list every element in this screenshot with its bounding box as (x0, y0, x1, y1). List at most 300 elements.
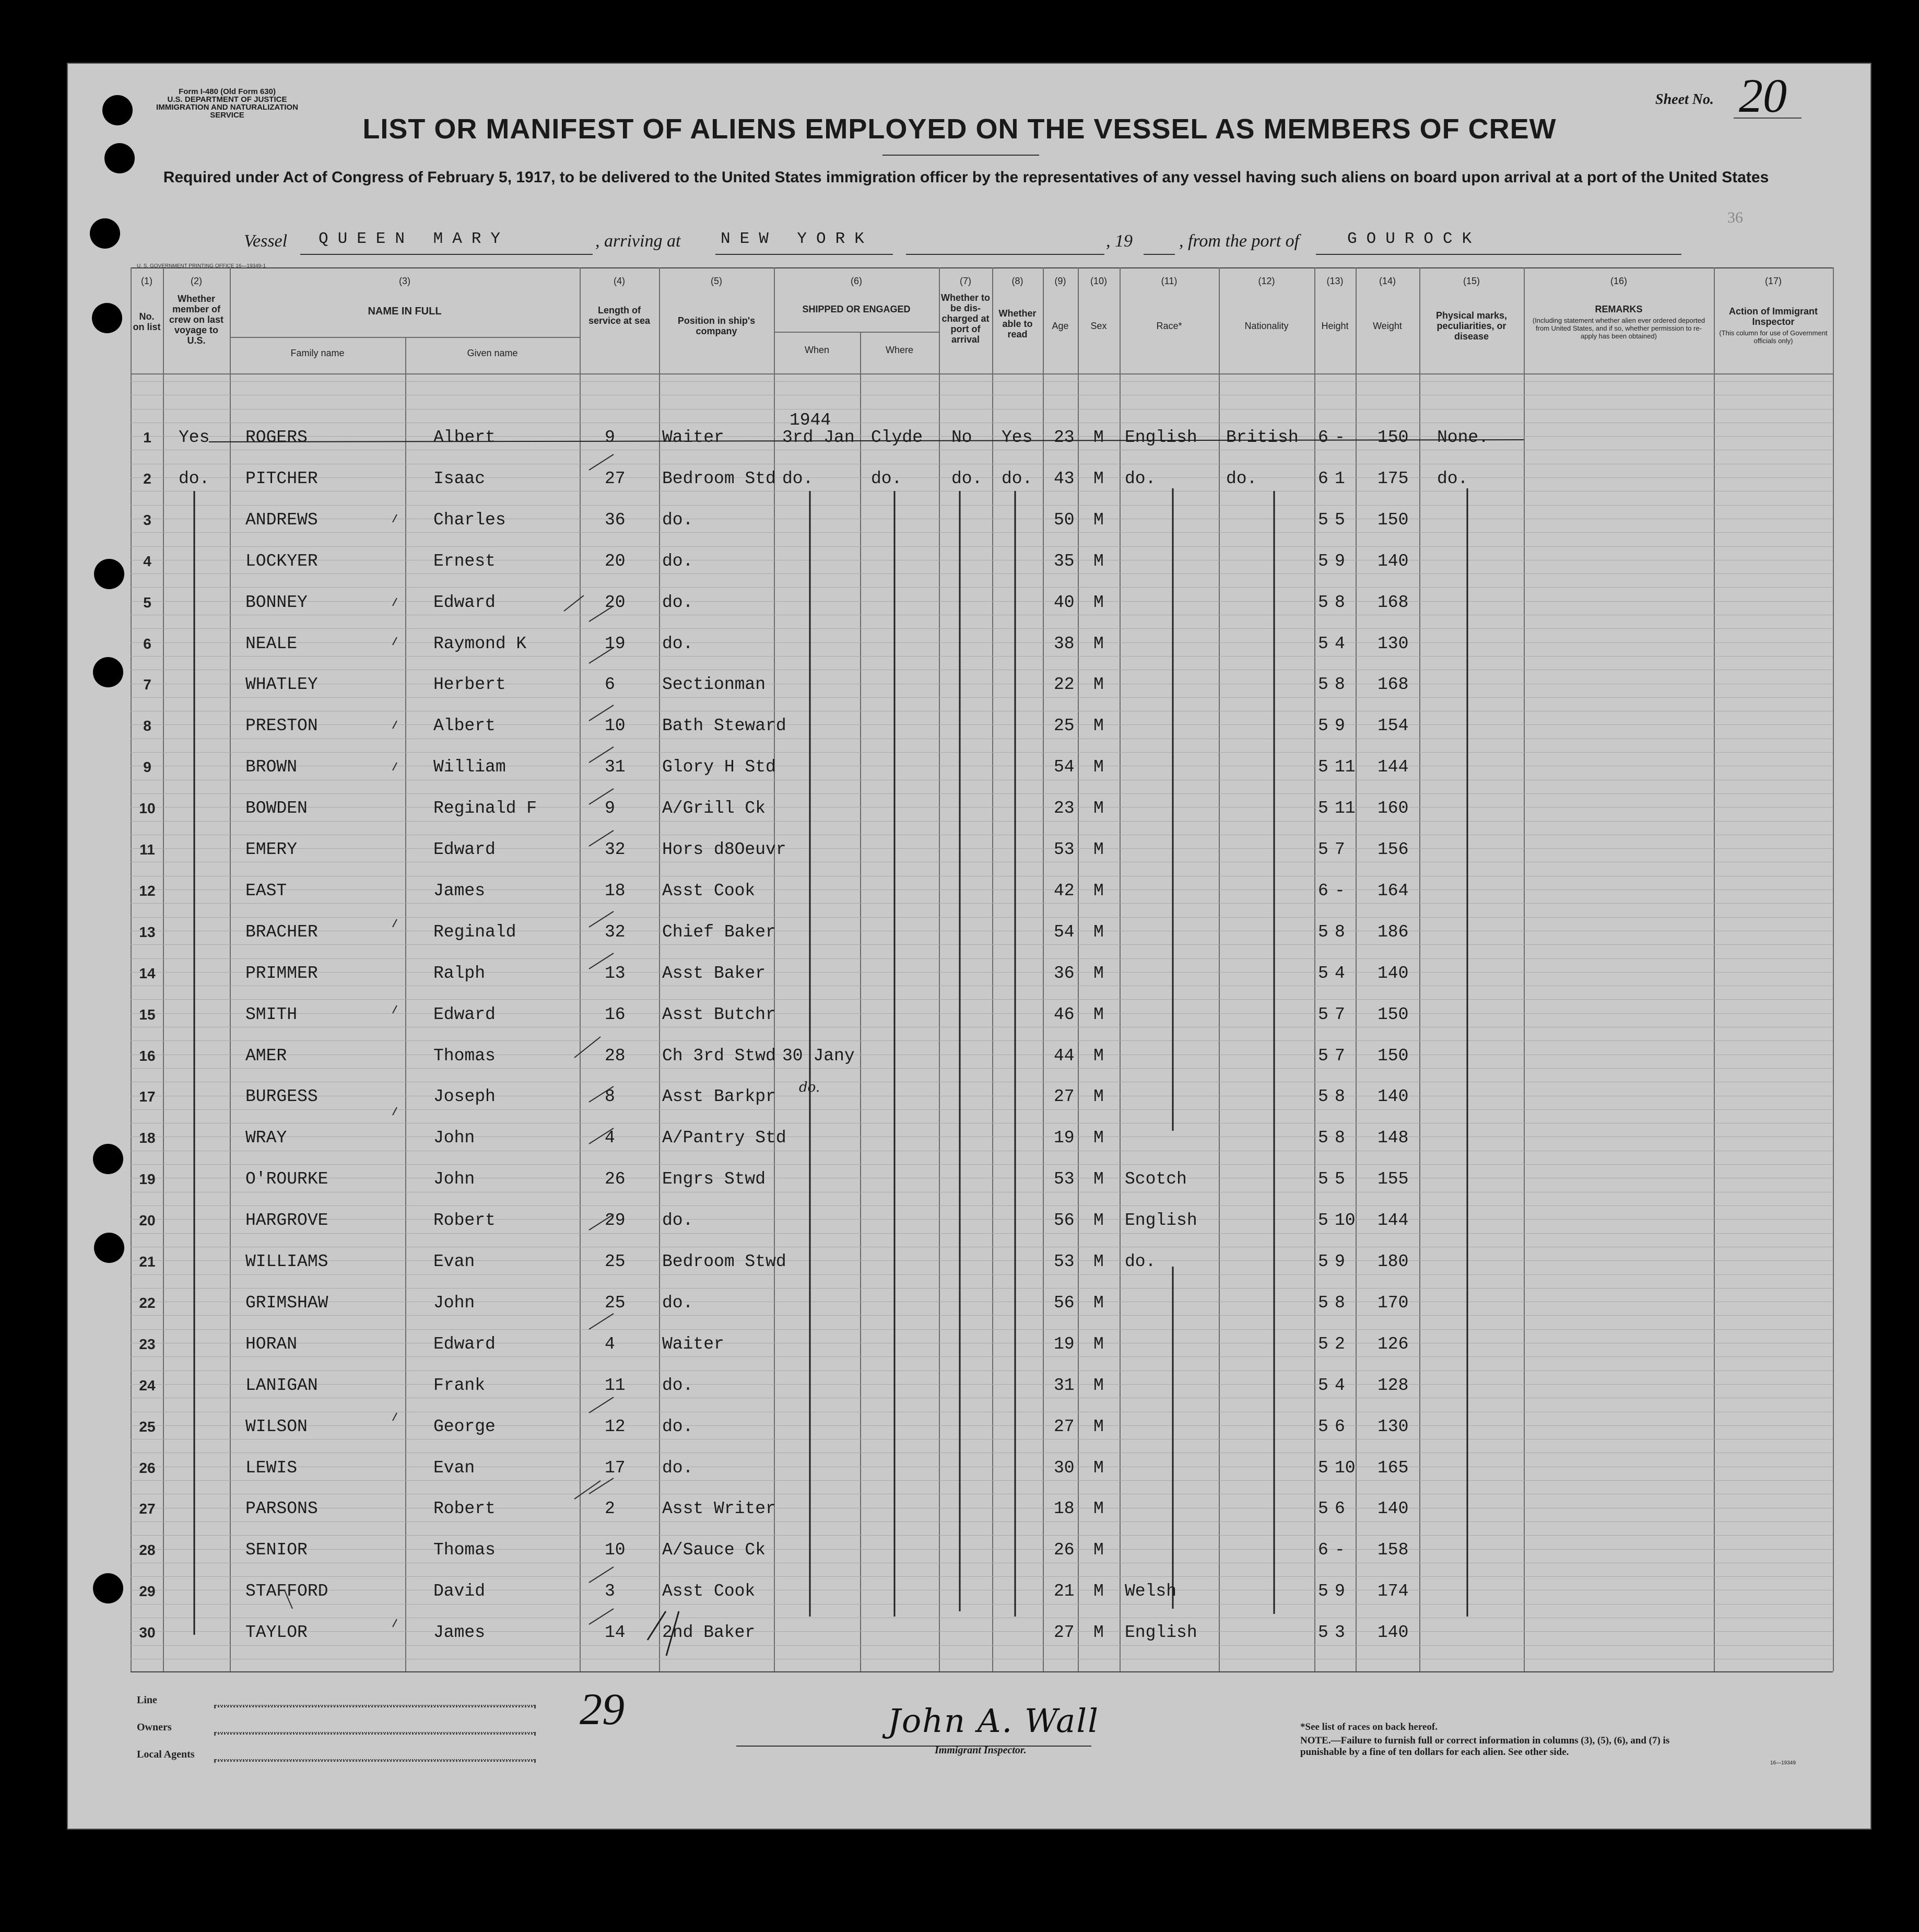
position-cell: do. (662, 634, 693, 653)
year-annotation: 1944 (790, 411, 831, 430)
column-number: (7) (960, 276, 971, 286)
height-inches-cell: 9 (1335, 1252, 1345, 1271)
position-cell: Glory H Std (662, 757, 776, 777)
sex-cell: M (1093, 1458, 1104, 1478)
age-cell: 22 (1054, 675, 1075, 694)
age-cell: 27 (1054, 1623, 1075, 1642)
length-of-service-cell: 6 (605, 675, 615, 694)
weight-cell: 140 (1378, 552, 1409, 571)
sex-cell: M (1093, 799, 1104, 818)
header-height: Height (1321, 321, 1349, 331)
weight-cell: 154 (1378, 716, 1409, 735)
given-name-cell: Frank (433, 1376, 486, 1395)
vessel-label: Vessel (244, 231, 288, 251)
length-of-service-cell: 13 (605, 964, 626, 983)
nationality-cell: British (1226, 428, 1299, 447)
given-name-cell: John (433, 1293, 475, 1313)
age-cell: 19 (1054, 1128, 1075, 1148)
row-underline (209, 440, 1524, 442)
family-name-cell: BOWDEN (245, 799, 308, 818)
family-name-cell: LOCKYER (245, 552, 318, 571)
given-name-cell: Evan (433, 1252, 475, 1271)
weight-cell: 148 (1378, 1128, 1409, 1148)
height-feet-cell: 5 (1318, 716, 1328, 735)
row-number: 24 (139, 1377, 156, 1394)
position-cell: do. (662, 510, 693, 530)
height-feet-cell: 5 (1318, 510, 1328, 530)
row-number: 13 (139, 924, 156, 940)
age-cell: 53 (1054, 1169, 1075, 1189)
row-number: 9 (143, 759, 151, 775)
race-cell: English (1125, 1623, 1197, 1642)
height-feet-cell: 5 (1318, 1376, 1328, 1395)
row-number: 21 (139, 1254, 156, 1270)
sheet-number: 20 (1739, 69, 1787, 122)
height-inches-cell: 8 (1335, 922, 1345, 942)
column-number: (15) (1463, 276, 1480, 286)
family-name-cell: WHATLEY (245, 675, 318, 694)
row-number: 2 (143, 471, 151, 487)
length-of-service-cell: 25 (605, 1293, 626, 1313)
weight-cell: 140 (1378, 1087, 1409, 1106)
weight-cell: 150 (1378, 428, 1409, 447)
given-name-cell: Edward (433, 840, 496, 859)
position-cell: Asst Cook (662, 1582, 756, 1601)
height-inches-cell: 8 (1335, 1293, 1345, 1313)
header-inspector-action: Action of Immigrant Inspector (1729, 306, 1818, 327)
position-cell: do. (662, 1417, 693, 1436)
races-note: *See list of races on back hereof. (1300, 1722, 1438, 1732)
age-cell: 19 (1054, 1334, 1075, 1354)
row-number: 1 (143, 429, 151, 446)
header-shipped-or-engaged: SHIPPED OR ENGAGED (802, 304, 911, 314)
column-number: (17) (1764, 276, 1782, 286)
height-inches-cell: 10 (1335, 1211, 1356, 1230)
family-name-cell: AMER (245, 1046, 287, 1065)
corner-mark: 36 (1727, 209, 1743, 226)
age-cell: 23 (1054, 428, 1075, 447)
column-number: (8) (1011, 276, 1023, 286)
weight-cell: 128 (1378, 1376, 1409, 1395)
weight-cell: 130 (1378, 634, 1409, 653)
age-cell: 53 (1054, 840, 1075, 859)
row-number: 10 (139, 800, 156, 816)
height-feet-cell: 5 (1318, 1334, 1328, 1354)
family-name-cell: BONNEY (245, 593, 308, 612)
length-of-service-cell: 16 (605, 1005, 626, 1024)
check-stroke (647, 1611, 679, 1656)
sex-cell: M (1093, 1046, 1104, 1065)
weight-cell: 140 (1378, 964, 1409, 983)
age-cell: 42 (1054, 881, 1075, 900)
physical-marks-cell: None. (1437, 428, 1489, 447)
position-cell: do. (662, 1458, 693, 1478)
given-name-cell: Albert (433, 716, 496, 735)
sex-cell: M (1093, 1623, 1104, 1642)
row-number: 17 (139, 1088, 156, 1105)
able-to-read-cell: Yes (1002, 428, 1033, 447)
sex-cell: M (1093, 469, 1104, 488)
height-inches-cell: 5 (1335, 1169, 1345, 1189)
position-cell: Bedroom Std (662, 469, 776, 488)
family-name-cell: PRESTON (245, 716, 318, 735)
weight-cell: 156 (1378, 840, 1409, 859)
height-inches-cell: 10 (1335, 1458, 1356, 1478)
given-name-cell: James (433, 1623, 486, 1642)
row-number: 23 (139, 1336, 156, 1352)
height-inches-cell: 9 (1335, 552, 1345, 571)
family-name-cell: GRIMSHAW (245, 1293, 328, 1313)
able-to-read-cell: do. (1002, 469, 1033, 488)
position-cell: A/Pantry Std (662, 1128, 786, 1148)
header-discharged: Whether to be dis-charged at port of arrival (941, 292, 990, 345)
height-feet-cell: 5 (1318, 1623, 1328, 1642)
length-of-service-cell: 28 (605, 1046, 626, 1065)
tally-annotation: 29 (580, 1684, 625, 1734)
age-cell: 46 (1054, 1005, 1075, 1024)
age-cell: 27 (1054, 1087, 1075, 1106)
family-name-cell: SMITH (245, 1005, 298, 1024)
vessel-name: QUEEN MARY (319, 230, 510, 248)
sex-cell: M (1093, 1540, 1104, 1560)
position-cell: do. (662, 593, 693, 612)
given-name-cell: Joseph (433, 1087, 496, 1106)
physical-marks-cell: do. (1437, 469, 1468, 488)
header-position: Position in ship's company (677, 315, 756, 336)
age-cell: 36 (1054, 964, 1075, 983)
given-name-cell: Thomas (433, 1046, 496, 1065)
given-name-cell: James (433, 881, 486, 900)
column-number: (12) (1258, 276, 1275, 286)
height-feet-cell: 5 (1318, 1005, 1328, 1024)
local-agents-label: Local Agents (137, 1749, 195, 1760)
age-cell: 54 (1054, 922, 1075, 942)
length-of-service-cell: 10 (605, 716, 626, 735)
race-cell: Welsh (1125, 1582, 1177, 1601)
given-name-cell: Albert (433, 428, 496, 447)
position-cell: Hors d8Oeuvr (662, 840, 786, 859)
height-feet-cell: 6 (1318, 428, 1328, 447)
height-inches-cell: 11 (1335, 757, 1356, 777)
header-weight: Weight (1373, 321, 1402, 331)
length-of-service-cell: 10 (605, 1540, 626, 1560)
height-inches-cell: 2 (1335, 1334, 1345, 1354)
given-name-cell: Reginald F (433, 799, 537, 818)
sex-cell: M (1093, 428, 1104, 447)
age-cell: 31 (1054, 1376, 1075, 1395)
inspector-signature: John A. Wall (888, 1702, 1099, 1740)
year-label: , 19 (1106, 231, 1133, 251)
length-of-service-cell: 4 (605, 1334, 615, 1354)
position-cell: Waiter (662, 428, 724, 447)
header-inspector-note: (This column for use of Government officials only) (1719, 329, 1828, 345)
height-feet-cell: 5 (1318, 634, 1328, 653)
age-cell: 30 (1054, 1458, 1075, 1478)
sex-cell: M (1093, 1005, 1104, 1024)
sex-cell: M (1093, 593, 1104, 612)
family-name-cell: BROWN (245, 757, 298, 777)
row-number: 4 (143, 553, 151, 569)
height-feet-cell: 6 (1318, 881, 1328, 900)
height-feet-cell: 5 (1318, 1046, 1328, 1065)
form-number: Form I-480 (Old Form 630) (179, 87, 276, 96)
height-inches-cell: 6 (1335, 1499, 1345, 1518)
height-feet-cell: 5 (1318, 1128, 1328, 1148)
weight-cell: 168 (1378, 593, 1409, 612)
given-name-cell: Isaac (433, 469, 486, 488)
header-remarks-note: (Including statement whether alien ever ordered deported from United States, and if so, whether permission to re-apply has been obtained) (1532, 317, 1705, 340)
position-cell: Asst Cook (662, 881, 756, 900)
family-name-cell: SENIOR (245, 1540, 308, 1560)
family-name-cell: O'ROURKE (245, 1169, 328, 1189)
length-of-service-cell: 29 (605, 1211, 626, 1230)
sex-cell: M (1093, 552, 1104, 571)
height-inches-cell: 4 (1335, 634, 1345, 653)
row-number: 5 (143, 594, 151, 611)
given-name-cell: William (433, 757, 506, 777)
row-number: 16 (139, 1048, 156, 1064)
position-cell: do. (662, 1376, 693, 1395)
from-label: , from the port of (1179, 231, 1300, 251)
given-name-cell: Edward (433, 1005, 496, 1024)
service-name: IMMIGRATION AND NATURALIZATION SERVICE (156, 103, 298, 120)
age-cell: 26 (1054, 1540, 1075, 1560)
age-cell: 54 (1054, 757, 1075, 777)
family-name-cell: HARGROVE (245, 1211, 328, 1230)
age-cell: 27 (1054, 1417, 1075, 1436)
row-number: 20 (139, 1212, 156, 1228)
weight-cell: 180 (1378, 1252, 1409, 1271)
shipped-when-cell: 30 Jany (782, 1046, 855, 1065)
weight-cell: 140 (1378, 1499, 1409, 1518)
length-of-service-cell: 32 (605, 840, 626, 859)
row-number: 3 (143, 512, 151, 528)
weight-cell: 130 (1378, 1417, 1409, 1436)
weight-cell: 170 (1378, 1293, 1409, 1313)
column-number: (2) (191, 276, 202, 286)
family-name-cell: LEWIS (245, 1458, 298, 1478)
family-name-cell: WRAY (245, 1128, 287, 1148)
height-feet-cell: 5 (1318, 840, 1328, 859)
race-cell: English (1125, 428, 1197, 447)
length-of-service-cell: 11 (605, 1376, 626, 1395)
header-length-of-service: Length of service at sea (588, 305, 651, 326)
column-number: (16) (1610, 276, 1627, 286)
family-name-cell: PITCHER (245, 469, 318, 488)
given-name-cell: Evan (433, 1458, 475, 1478)
sex-cell: M (1093, 716, 1104, 735)
owners-field (214, 1732, 536, 1735)
family-name-cell: BRACHER (245, 922, 318, 942)
crew-last-voyage-cell: Yes (179, 428, 210, 447)
height-feet-cell: 5 (1318, 593, 1328, 612)
discharged-cell: No (951, 428, 972, 447)
header-crew-last-voyage: Whether member of crew on last voyage to U.S. (169, 294, 224, 346)
line-field (214, 1705, 536, 1707)
height-feet-cell: 5 (1318, 1169, 1328, 1189)
age-cell: 56 (1054, 1293, 1075, 1313)
discharged-cell: do. (951, 469, 983, 488)
height-feet-cell: 5 (1318, 799, 1328, 818)
family-name-cell: LANIGAN (245, 1376, 318, 1395)
column-number: (5) (711, 276, 722, 286)
given-name-cell: Edward (433, 1334, 496, 1354)
row-number: 6 (143, 636, 151, 652)
header-physical-marks: Physical marks, peculiarities, or disease (1435, 310, 1508, 342)
row-number: 7 (143, 676, 151, 693)
position-cell: Asst Butchr (662, 1005, 776, 1024)
length-of-service-cell: 20 (605, 593, 626, 612)
height-inches-cell: 7 (1335, 840, 1345, 859)
weight-cell: 168 (1378, 675, 1409, 694)
race-cell: do. (1125, 1252, 1156, 1271)
shipped-when-cell: 3rd Jan (782, 428, 855, 447)
position-cell: do. (662, 1293, 693, 1313)
note-text: —Failure to furnish full or correct information in columns (3), (5), (6), and (7) is punishable by a fine of ten dollars for each alien. See other side. (1300, 1735, 1670, 1758)
given-name-cell: Robert (433, 1499, 496, 1518)
weight-cell: 175 (1378, 469, 1409, 488)
height-feet-cell: 5 (1318, 1458, 1328, 1478)
given-name-cell: Edward (433, 593, 496, 612)
given-name-cell: John (433, 1128, 475, 1148)
age-cell: 43 (1054, 469, 1075, 488)
height-inches-cell: 7 (1335, 1046, 1345, 1065)
family-name-cell: EAST (245, 881, 287, 900)
length-of-service-cell: 18 (605, 881, 626, 900)
height-feet-cell: 5 (1318, 1417, 1328, 1436)
given-name-cell: George (433, 1417, 496, 1436)
header-nationality: Nationality (1244, 321, 1289, 331)
position-cell: Waiter (662, 1334, 724, 1354)
age-cell: 25 (1054, 716, 1075, 735)
row-number: 14 (139, 965, 156, 981)
position-cell: 2nd Baker (662, 1623, 756, 1642)
length-of-service-cell: 8 (605, 1087, 615, 1106)
line-label: Line (137, 1694, 157, 1706)
sex-cell: M (1093, 510, 1104, 530)
local-agents-field (214, 1759, 536, 1762)
height-inches-cell: 5 (1335, 510, 1345, 530)
weight-cell: 140 (1378, 1623, 1409, 1642)
row-number: 28 (139, 1542, 156, 1558)
weight-cell: 150 (1378, 510, 1409, 530)
length-of-service-cell: 9 (605, 428, 615, 447)
given-name-cell: Raymond K (433, 634, 527, 653)
height-inches-cell: 9 (1335, 716, 1345, 735)
header-given-name: Given name (467, 348, 518, 358)
position-cell: Sectionman (662, 675, 766, 694)
height-feet-cell: 5 (1318, 552, 1328, 571)
position-cell: do. (662, 1211, 693, 1230)
given-name-cell: David (433, 1582, 486, 1601)
length-of-service-cell: 14 (605, 1623, 626, 1642)
sex-cell: M (1093, 1128, 1104, 1148)
height-feet-cell: 6 (1318, 1540, 1328, 1560)
header-able-to-read: Whether able to read (998, 308, 1037, 339)
given-name-cell: Reginald (433, 922, 516, 942)
race-cell: English (1125, 1211, 1197, 1230)
height-inches-cell: - (1335, 1540, 1345, 1560)
header-name-in-full: NAME IN FULL (368, 306, 442, 317)
length-of-service-cell: 3 (605, 1582, 615, 1601)
sex-cell: M (1093, 840, 1104, 859)
family-name-cell: ANDREWS (245, 510, 318, 530)
sex-cell: M (1093, 675, 1104, 694)
sex-cell: M (1093, 1211, 1104, 1230)
given-name-cell: Ernest (433, 552, 496, 571)
height-feet-cell: 5 (1318, 1252, 1328, 1271)
weight-cell: 150 (1378, 1005, 1409, 1024)
header-race: Race* (1156, 321, 1182, 331)
family-name-cell: EMERY (245, 840, 298, 859)
height-feet-cell: 5 (1318, 1211, 1328, 1230)
length-of-service-cell: 25 (605, 1252, 626, 1271)
age-cell: 38 (1054, 634, 1075, 653)
length-of-service-cell: 26 (605, 1169, 626, 1189)
sex-cell: M (1093, 964, 1104, 983)
row-number: 11 (139, 841, 155, 858)
age-cell: 18 (1054, 1499, 1075, 1518)
family-name-cell: BURGESS (245, 1087, 318, 1106)
from-port: GOUROCK (1347, 230, 1481, 248)
length-of-service-cell: 19 (605, 634, 626, 653)
family-name-cell: PARSONS (245, 1499, 318, 1518)
position-cell: Asst Barkpr (662, 1087, 776, 1106)
arrival-port: NEW YORK (721, 230, 874, 248)
position-cell: A/Sauce Ck (662, 1540, 766, 1560)
height-inches-cell: - (1335, 428, 1345, 447)
sex-cell: M (1093, 1499, 1104, 1518)
family-name-cell: ROGERS (245, 428, 308, 447)
column-number: (14) (1379, 276, 1396, 286)
height-inches-cell: 4 (1335, 964, 1345, 983)
height-inches-cell: 1 (1335, 469, 1345, 488)
height-inches-cell: - (1335, 881, 1345, 900)
height-inches-cell: 6 (1335, 1417, 1345, 1436)
height-feet-cell: 5 (1318, 757, 1328, 777)
tick-marks (285, 454, 614, 1627)
sex-cell: M (1093, 1169, 1104, 1189)
given-name-cell: Thomas (433, 1540, 496, 1560)
height-inches-cell: 7 (1335, 1005, 1345, 1024)
height-feet-cell: 5 (1318, 675, 1328, 694)
family-name-cell: NEALE (245, 634, 298, 653)
sex-cell: M (1093, 1376, 1104, 1395)
form-subtitle: Required under Act of Congress of February 5, 1917, to be delivered to the United States immigration officer by the representatives of any vessel having such aliens on board upon arrival at a port of the United States (163, 169, 1769, 186)
family-name-cell: STAFFORD (245, 1582, 328, 1601)
family-name-cell: TAYLOR (245, 1623, 308, 1642)
header-family-name: Family name (290, 348, 345, 358)
sex-cell: M (1093, 634, 1104, 653)
length-of-service-cell: 31 (605, 757, 626, 777)
row-number: 12 (139, 883, 156, 899)
sex-cell: M (1093, 922, 1104, 942)
age-cell: 23 (1054, 799, 1075, 818)
height-feet-cell: 5 (1318, 964, 1328, 983)
weight-cell: 144 (1378, 757, 1409, 777)
position-cell: Asst Writer (662, 1499, 776, 1518)
weight-cell: 150 (1378, 1046, 1409, 1065)
position-cell: Asst Baker (662, 964, 766, 983)
height-feet-cell: 6 (1318, 469, 1328, 488)
column-number: (11) (1161, 276, 1178, 286)
header-sex: Sex (1090, 321, 1107, 331)
sex-cell: M (1093, 1252, 1104, 1271)
height-feet-cell: 5 (1318, 1582, 1328, 1601)
row-number: 29 (139, 1583, 156, 1599)
position-cell: A/Grill Ck (662, 799, 766, 818)
row-number: 26 (139, 1460, 156, 1476)
